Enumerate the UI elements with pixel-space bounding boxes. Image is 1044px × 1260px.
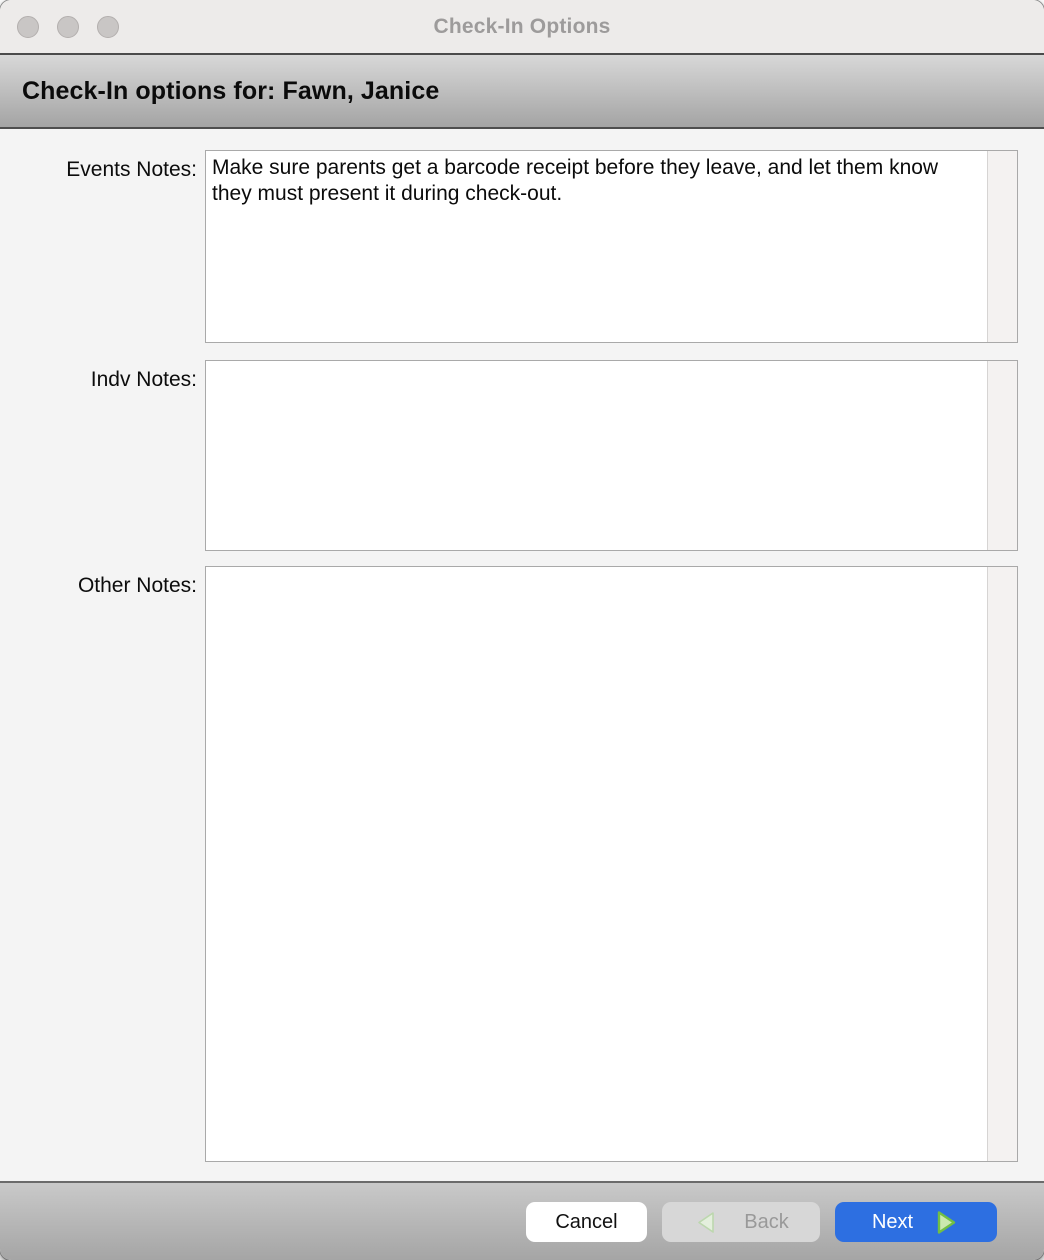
indv-notes-label: Indv Notes: bbox=[90, 368, 197, 391]
back-button-label: Back bbox=[744, 1210, 789, 1233]
events-notes-row bbox=[0, 150, 1044, 343]
indv-notes-scrollbar[interactable] bbox=[987, 361, 1017, 550]
window-title: Check-In Options bbox=[433, 15, 611, 38]
indv-notes-fieldbox bbox=[205, 360, 1018, 551]
cancel-button[interactable] bbox=[526, 1202, 647, 1242]
indv-notes-row bbox=[0, 360, 1044, 551]
page-title: Check-In options for: Fawn, Janice bbox=[22, 76, 440, 105]
minimize-icon[interactable] bbox=[57, 16, 79, 38]
indv-notes-input[interactable] bbox=[206, 361, 986, 550]
back-button[interactable] bbox=[662, 1202, 820, 1242]
events-notes-scrollbar[interactable] bbox=[987, 151, 1017, 342]
other-notes-input[interactable] bbox=[206, 567, 986, 1161]
other-notes-row bbox=[0, 566, 1044, 1162]
title-bar[interactable] bbox=[0, 0, 1044, 53]
other-notes-fieldbox bbox=[205, 566, 1018, 1162]
other-notes-label: Other Notes: bbox=[77, 574, 197, 597]
back-arrow-icon bbox=[693, 1209, 720, 1236]
footer-bar bbox=[0, 1181, 1044, 1260]
next-arrow-icon bbox=[931, 1208, 960, 1237]
zoom-icon[interactable] bbox=[97, 16, 119, 38]
form-area bbox=[0, 129, 1044, 1181]
events-notes-fieldbox bbox=[205, 150, 1018, 343]
next-button-label: Next bbox=[871, 1210, 914, 1233]
other-notes-scrollbar[interactable] bbox=[987, 567, 1017, 1161]
traffic-lights bbox=[17, 16, 119, 38]
dialog-header bbox=[0, 53, 1044, 129]
events-notes-input[interactable] bbox=[206, 151, 986, 342]
events-notes-label: Events Notes: bbox=[66, 158, 197, 181]
next-button[interactable] bbox=[835, 1202, 997, 1242]
close-icon[interactable] bbox=[17, 16, 39, 38]
cancel-button-label: Cancel bbox=[555, 1210, 618, 1233]
